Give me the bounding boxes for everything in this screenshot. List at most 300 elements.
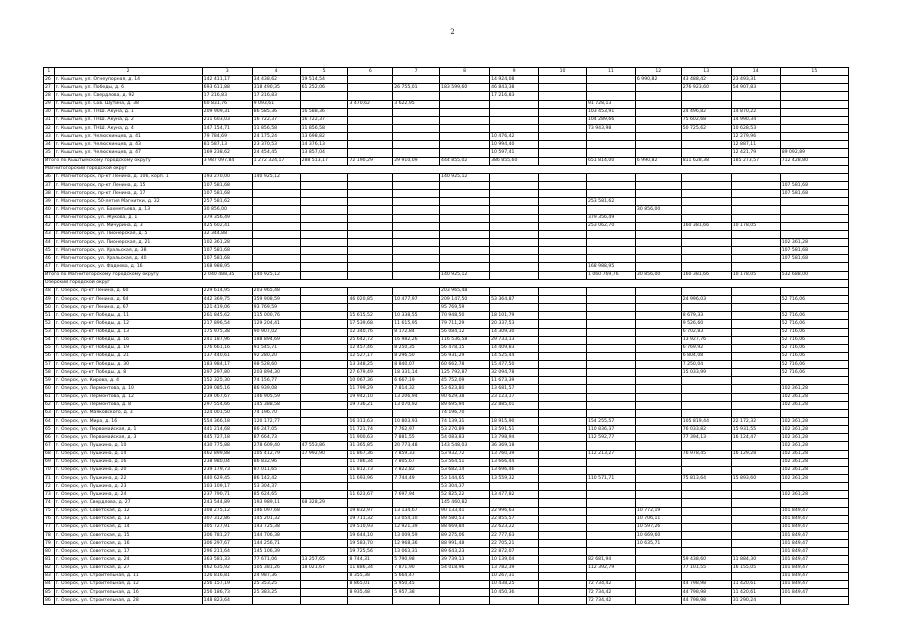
amount-cell: 239 179,73 bbox=[202, 466, 252, 474]
amount-cell: 9 093,61 bbox=[252, 100, 300, 108]
amount-cell bbox=[300, 409, 348, 417]
row-number: 27 bbox=[44, 84, 55, 92]
amount-cell: 217 896,54 bbox=[202, 320, 252, 328]
amount-cell: 52 825,22 bbox=[440, 491, 490, 499]
amount-cell: 44 798,98 bbox=[681, 597, 731, 605]
amount-cell: 143 725,38 bbox=[252, 523, 300, 531]
amount-cell: 93 769,59 bbox=[252, 304, 300, 312]
amount-cell: 140 925,12 bbox=[252, 173, 300, 181]
amount-cell bbox=[731, 100, 780, 108]
amount-cell bbox=[681, 401, 731, 409]
amount-cell bbox=[586, 190, 635, 198]
amount-cell: 145 460,82 bbox=[440, 499, 490, 507]
amount-cell bbox=[539, 515, 587, 523]
amount-cell: 53 932,72 bbox=[440, 450, 490, 458]
amount-cell bbox=[539, 92, 587, 100]
amount-cell bbox=[539, 336, 587, 344]
column-header: 6 bbox=[348, 68, 393, 76]
amount-cell: 107 581,68 bbox=[202, 255, 252, 263]
amount-cell bbox=[300, 507, 348, 515]
column-header: 7 bbox=[393, 68, 440, 76]
amount-cell: 19 514,54 bbox=[300, 76, 348, 84]
amount-cell bbox=[635, 116, 681, 124]
amount-cell: 88 669,84 bbox=[440, 523, 490, 531]
amount-cell: 253 062,70 bbox=[586, 222, 635, 230]
amount-cell bbox=[539, 499, 587, 507]
row-number: 79 bbox=[44, 540, 55, 548]
amount-cell bbox=[490, 222, 539, 230]
amount-cell bbox=[731, 483, 780, 491]
address-cell: г. Озерск, ул. Строительная, д. 12 bbox=[54, 580, 202, 588]
amount-cell: 115 000,76 bbox=[252, 312, 300, 320]
amount-cell bbox=[393, 206, 440, 214]
table-row bbox=[44, 133, 849, 141]
amount-cell: 103 453,91 bbox=[586, 108, 635, 116]
amount-cell bbox=[586, 173, 635, 181]
amount-cell: 176 661,16 bbox=[202, 344, 252, 352]
amount-cell bbox=[539, 173, 587, 181]
amount-cell bbox=[635, 589, 681, 597]
amount-cell: 86 585,36 bbox=[252, 108, 300, 116]
amount-cell bbox=[300, 214, 348, 222]
amount-cell bbox=[300, 255, 348, 263]
table-row bbox=[44, 556, 849, 564]
amount-cell: 8 250,35 bbox=[393, 344, 440, 352]
address-cell: г. Озерск, ул. Строительная, д. 16 bbox=[54, 589, 202, 597]
amount-cell bbox=[539, 556, 587, 564]
amount-cell bbox=[586, 287, 635, 295]
amount-cell: 81 587,13 bbox=[202, 141, 252, 149]
amount-cell bbox=[635, 434, 681, 442]
amount-cell: 22 872,07 bbox=[490, 548, 539, 556]
amount-cell: 13 782,39 bbox=[490, 564, 539, 572]
amount-cell bbox=[393, 287, 440, 295]
amount-cell: 92 280,20 bbox=[252, 352, 300, 360]
amount-cell bbox=[681, 409, 731, 417]
amount-cell bbox=[635, 499, 681, 507]
amount-cell bbox=[731, 458, 780, 466]
amount-cell bbox=[539, 287, 587, 295]
amount-cell: 6 804,08 bbox=[681, 352, 731, 360]
amount-cell: 168 988,95 bbox=[202, 263, 252, 271]
amount-cell bbox=[539, 377, 587, 385]
row-number: 42 bbox=[44, 222, 55, 230]
amount-cell bbox=[635, 401, 681, 409]
amount-cell bbox=[490, 499, 539, 507]
amount-cell: 101 849,47 bbox=[780, 515, 848, 523]
table-row bbox=[44, 352, 849, 360]
amount-cell: 107 581,68 bbox=[780, 255, 848, 263]
amount-cell bbox=[348, 597, 393, 605]
amount-cell bbox=[635, 328, 681, 336]
amount-cell bbox=[635, 475, 681, 483]
amount-cell: 183 984,17 bbox=[202, 361, 252, 369]
amount-cell: 10 338,55 bbox=[393, 312, 440, 320]
table-row bbox=[44, 304, 849, 312]
amount-cell: 107 581,68 bbox=[202, 190, 252, 198]
amount-cell bbox=[348, 108, 393, 116]
amount-cell: 10 067,36 bbox=[348, 377, 393, 385]
amount-cell: 70 948,50 bbox=[440, 312, 490, 320]
amount-cell: 440 629,45 bbox=[202, 475, 252, 483]
address-cell: г. Озерск, пр-кт Победы, д. 16 bbox=[54, 336, 202, 344]
amount-cell bbox=[586, 466, 635, 474]
amount-cell bbox=[539, 344, 587, 352]
table-row bbox=[44, 214, 849, 222]
amount-cell: 76 033,82 bbox=[681, 426, 731, 434]
amount-cell: 12 421,79 bbox=[731, 149, 780, 157]
amount-cell bbox=[348, 255, 393, 263]
amount-cell: 102 361,28 bbox=[780, 458, 848, 466]
amount-cell bbox=[252, 214, 300, 222]
column-header: 12 bbox=[635, 68, 681, 76]
amount-cell bbox=[780, 124, 848, 132]
table-header-row bbox=[44, 68, 849, 76]
amount-cell bbox=[731, 442, 780, 450]
amount-cell bbox=[490, 108, 539, 116]
amount-cell bbox=[731, 466, 780, 474]
amount-cell bbox=[681, 572, 731, 580]
amount-cell bbox=[393, 238, 440, 246]
amount-cell: 102 361,28 bbox=[780, 434, 848, 442]
amount-cell bbox=[780, 133, 848, 141]
amount-cell bbox=[681, 247, 731, 255]
address-cell: г. Озерск, ул. Советская, д. 27 bbox=[54, 564, 202, 572]
amount-cell bbox=[440, 141, 490, 149]
amount-cell bbox=[731, 173, 780, 181]
table-row bbox=[44, 483, 849, 491]
subtotal-cell: 29 910,09 bbox=[393, 157, 440, 165]
amount-cell: 53 364,87 bbox=[490, 295, 539, 303]
amount-cell: 7 871,90 bbox=[393, 564, 440, 572]
amount-cell bbox=[586, 548, 635, 556]
amount-cell bbox=[780, 287, 848, 295]
amount-cell bbox=[539, 458, 587, 466]
amount-cell bbox=[586, 377, 635, 385]
address-cell: г. Озерск, ул. Строительная, д. 28 bbox=[54, 597, 202, 605]
address-cell: г. Озерск, ул. Маяковского, д. 3 bbox=[54, 409, 202, 417]
amount-cell: 30 856,00 bbox=[635, 206, 681, 214]
subtotal-row bbox=[44, 157, 849, 165]
amount-cell bbox=[393, 230, 440, 238]
amount-cell: 101 849,47 bbox=[780, 564, 848, 572]
amount-cell bbox=[731, 491, 780, 499]
amount-cell: 12 527,17 bbox=[348, 352, 393, 360]
amount-cell: 105 381,26 bbox=[252, 564, 300, 572]
amount-cell bbox=[539, 483, 587, 491]
amount-cell bbox=[681, 263, 731, 271]
amount-cell bbox=[731, 361, 780, 369]
amount-cell: 125 792,87 bbox=[440, 369, 490, 377]
amount-cell: 146 905,59 bbox=[252, 393, 300, 401]
amount-cell: 241 187,96 bbox=[202, 336, 252, 344]
amount-cell: 8 355,38 bbox=[348, 572, 393, 580]
amount-cell: 203 965,48 bbox=[252, 287, 300, 295]
amount-cell bbox=[586, 230, 635, 238]
amount-cell: 379 356,49 bbox=[586, 214, 635, 222]
amount-cell bbox=[539, 108, 587, 116]
column-header: 8 bbox=[440, 68, 490, 76]
amount-cell: 6 702,83 bbox=[681, 328, 731, 336]
amount-cell: 15 033,99 bbox=[681, 369, 731, 377]
amount-cell bbox=[348, 287, 393, 295]
amount-cell: 17 216,83 bbox=[490, 92, 539, 100]
amount-cell: 29 733,13 bbox=[490, 336, 539, 344]
amount-cell bbox=[635, 385, 681, 393]
subtotal-cell: 72 190,29 bbox=[348, 157, 393, 165]
amount-cell: 14 376,13 bbox=[300, 141, 348, 149]
amount-cell bbox=[539, 230, 587, 238]
amount-cell bbox=[393, 190, 440, 198]
amount-cell: 30 856,00 bbox=[202, 206, 252, 214]
amount-cell bbox=[539, 198, 587, 206]
amount-cell bbox=[440, 589, 490, 597]
amount-cell bbox=[731, 515, 780, 523]
amount-cell: 3 470,62 bbox=[348, 100, 393, 108]
amount-cell: 10 635,71 bbox=[635, 540, 681, 548]
amount-cell: 74 196,70 bbox=[252, 409, 300, 417]
amount-cell: 13 477,82 bbox=[490, 491, 539, 499]
amount-cell bbox=[731, 548, 780, 556]
amount-cell: 10 178,05 bbox=[731, 222, 780, 230]
table-row bbox=[44, 523, 849, 531]
amount-cell: 101 849,47 bbox=[780, 532, 848, 540]
row-number: 71 bbox=[44, 475, 55, 483]
amount-cell: 54 018,96 bbox=[440, 564, 490, 572]
amount-cell bbox=[300, 352, 348, 360]
amount-cell: 75 813,64 bbox=[681, 475, 731, 483]
amount-cell: 203 894,30 bbox=[252, 369, 300, 377]
amount-cell: 5 790,98 bbox=[393, 556, 440, 564]
amount-cell bbox=[635, 556, 681, 564]
amount-cell: 102 361,28 bbox=[780, 393, 848, 401]
amount-cell: 74 156,77 bbox=[252, 377, 300, 385]
amount-cell bbox=[731, 255, 780, 263]
amount-cell bbox=[731, 336, 780, 344]
amount-cell bbox=[539, 572, 587, 580]
amount-cell: 103 109,17 bbox=[202, 483, 252, 491]
amount-cell: 75 602,68 bbox=[681, 116, 731, 124]
address-cell: г. Озерск, ул. Советская, д. 15 bbox=[54, 532, 202, 540]
amount-cell bbox=[300, 190, 348, 198]
subtotal-cell bbox=[539, 271, 587, 279]
amount-cell: 95 769,59 bbox=[440, 304, 490, 312]
table-row bbox=[44, 466, 849, 474]
amount-cell bbox=[490, 198, 539, 206]
row-number: 35 bbox=[44, 149, 55, 157]
amount-cell bbox=[440, 124, 490, 132]
address-cell: г. Магнитогорск, ул. Пионерская, д. 5 bbox=[54, 230, 202, 238]
amount-cell bbox=[300, 181, 348, 189]
amount-cell bbox=[635, 312, 681, 320]
column-header: 2 bbox=[54, 68, 202, 76]
amount-cell bbox=[252, 597, 300, 605]
amount-cell: 10 803,93 bbox=[393, 418, 440, 426]
amount-cell: 5 957,38 bbox=[393, 589, 440, 597]
amount-cell bbox=[300, 475, 348, 483]
amount-cell: 101 849,47 bbox=[780, 548, 848, 556]
row-number: 53 bbox=[44, 328, 55, 336]
amount-cell: 10 597,26 bbox=[635, 523, 681, 531]
amount-cell: 110 836,37 bbox=[586, 426, 635, 434]
amount-cell: 45 752,09 bbox=[440, 377, 490, 385]
table-row bbox=[44, 141, 849, 149]
amount-cell bbox=[539, 532, 587, 540]
amount-cell bbox=[393, 247, 440, 255]
amount-cell bbox=[681, 393, 731, 401]
subtotal-cell: 1 272 324,17 bbox=[252, 157, 300, 165]
amount-cell bbox=[586, 572, 635, 580]
amount-cell: 3 622,95 bbox=[393, 100, 440, 108]
subtotal-row bbox=[44, 271, 849, 279]
amount-cell bbox=[348, 222, 393, 230]
amount-cell: 18 101,79 bbox=[490, 312, 539, 320]
amount-cell bbox=[635, 247, 681, 255]
amount-cell bbox=[635, 466, 681, 474]
amount-cell bbox=[586, 141, 635, 149]
amount-cell bbox=[393, 149, 440, 157]
amount-cell bbox=[440, 247, 490, 255]
amount-cell bbox=[586, 255, 635, 263]
amount-cell bbox=[780, 92, 848, 100]
amount-cell bbox=[393, 181, 440, 189]
amount-cell bbox=[635, 409, 681, 417]
amount-cell bbox=[731, 344, 780, 352]
table-row bbox=[44, 475, 849, 483]
amount-cell bbox=[586, 523, 635, 531]
amount-cell: 19 711,32 bbox=[348, 515, 393, 523]
amount-cell: 18 915,90 bbox=[490, 418, 539, 426]
row-number: 64 bbox=[44, 418, 55, 426]
amount-cell bbox=[731, 393, 780, 401]
table-row bbox=[44, 393, 849, 401]
amount-cell bbox=[300, 377, 348, 385]
amount-cell bbox=[539, 361, 587, 369]
amount-cell: 107 581,68 bbox=[780, 181, 848, 189]
amount-cell: 10 477,97 bbox=[393, 295, 440, 303]
amount-cell bbox=[780, 304, 848, 312]
amount-cell bbox=[348, 181, 393, 189]
amount-cell bbox=[731, 320, 780, 328]
amount-cell: 90 629,38 bbox=[440, 393, 490, 401]
amount-cell bbox=[586, 442, 635, 450]
amount-cell bbox=[252, 181, 300, 189]
amount-cell: 11 867,36 bbox=[348, 450, 393, 458]
amount-cell bbox=[586, 133, 635, 141]
row-number: 67 bbox=[44, 442, 55, 450]
amount-cell bbox=[348, 499, 393, 507]
amount-cell: 12 279,96 bbox=[731, 133, 780, 141]
amount-cell bbox=[300, 198, 348, 206]
amount-cell: 168 988,95 bbox=[586, 263, 635, 271]
amount-cell bbox=[780, 206, 848, 214]
amount-cell bbox=[539, 190, 587, 198]
amount-cell: 101 849,47 bbox=[780, 589, 848, 597]
address-cell: г. Озерск, ул. Пушкина, д. 20 bbox=[54, 466, 202, 474]
address-cell: г. Кыштым, ул. Сов. Шутина, д. 38 bbox=[54, 100, 202, 108]
amount-cell bbox=[681, 483, 731, 491]
address-cell: г. Магнитогорск, ул. Мичурина, д. 3 bbox=[54, 222, 202, 230]
amount-cell: 52 716,06 bbox=[780, 336, 848, 344]
section-heading-row bbox=[44, 165, 849, 173]
amount-cell bbox=[440, 190, 490, 198]
row-number: 49 bbox=[44, 295, 55, 303]
amount-cell: 143 548,03 bbox=[440, 442, 490, 450]
address-cell: г. Озерск, пр-кт Победы, д. 11 bbox=[54, 312, 202, 320]
amount-cell: 6 667,19 bbox=[393, 377, 440, 385]
amount-cell bbox=[681, 173, 731, 181]
amount-cell bbox=[780, 108, 848, 116]
amount-cell bbox=[539, 548, 587, 556]
amount-cell: 25 383,25 bbox=[252, 589, 300, 597]
row-number: 36 bbox=[44, 173, 55, 181]
amount-cell bbox=[440, 108, 490, 116]
amount-cell: 22 777,63 bbox=[490, 532, 539, 540]
address-cell: г. Озерск, пр-кт Победы, д. 13 bbox=[54, 328, 202, 336]
table-row bbox=[44, 369, 849, 377]
amount-cell bbox=[300, 222, 348, 230]
amount-cell bbox=[393, 409, 440, 417]
amount-cell bbox=[681, 491, 731, 499]
amount-cell: 53 144,65 bbox=[440, 475, 490, 483]
amount-cell bbox=[393, 116, 440, 124]
amount-cell bbox=[393, 141, 440, 149]
address-cell: г. Магнитогорск, пр-кт Ленина, д. 17 bbox=[54, 190, 202, 198]
amount-cell: 462 899,88 bbox=[202, 450, 252, 458]
address-cell: г. Озерск, ул. Советская, д. 14 bbox=[54, 523, 202, 531]
amount-cell bbox=[635, 418, 681, 426]
amount-cell bbox=[731, 369, 780, 377]
amount-cell bbox=[635, 287, 681, 295]
amount-cell: 7 859,33 bbox=[393, 450, 440, 458]
row-number: 57 bbox=[44, 361, 55, 369]
amount-cell: 13 009,59 bbox=[393, 532, 440, 540]
amount-cell: 7 805,67 bbox=[393, 458, 440, 466]
row-number: 81 bbox=[44, 556, 55, 564]
amount-cell bbox=[731, 190, 780, 198]
table-row bbox=[44, 181, 849, 189]
table-row bbox=[44, 206, 849, 214]
amount-cell: 15 477,50 bbox=[490, 361, 539, 369]
amount-cell bbox=[348, 76, 393, 84]
amount-cell bbox=[348, 124, 393, 132]
amount-cell bbox=[393, 108, 440, 116]
amount-cell bbox=[393, 222, 440, 230]
address-cell: г. Озерск, ул. Пушкина, д. 16 bbox=[54, 458, 202, 466]
amount-cell bbox=[490, 304, 539, 312]
amount-cell: 140 925,12 bbox=[440, 173, 490, 181]
amount-cell bbox=[300, 385, 348, 393]
subtotal-cell: 10 178,05 bbox=[731, 271, 780, 279]
amount-cell bbox=[635, 100, 681, 108]
amount-cell: 90 907,02 bbox=[252, 328, 300, 336]
amount-cell bbox=[490, 483, 539, 491]
amount-cell: 693 611,88 bbox=[202, 84, 252, 92]
subtotal-cell: 1 060 769,76 bbox=[586, 271, 635, 279]
amount-cell: 10 438,25 bbox=[490, 580, 539, 588]
row-number: 39 bbox=[44, 198, 55, 206]
amount-cell bbox=[780, 173, 848, 181]
table-row bbox=[44, 434, 849, 442]
row-number: 61 bbox=[44, 393, 55, 401]
amount-cell: 7 744,49 bbox=[393, 475, 440, 483]
amount-cell bbox=[440, 92, 490, 100]
amount-cell bbox=[300, 238, 348, 246]
amount-cell bbox=[539, 149, 587, 157]
amount-cell: 7 250,04 bbox=[681, 361, 731, 369]
amount-cell bbox=[348, 214, 393, 222]
amount-cell: 318 490,35 bbox=[252, 84, 300, 92]
